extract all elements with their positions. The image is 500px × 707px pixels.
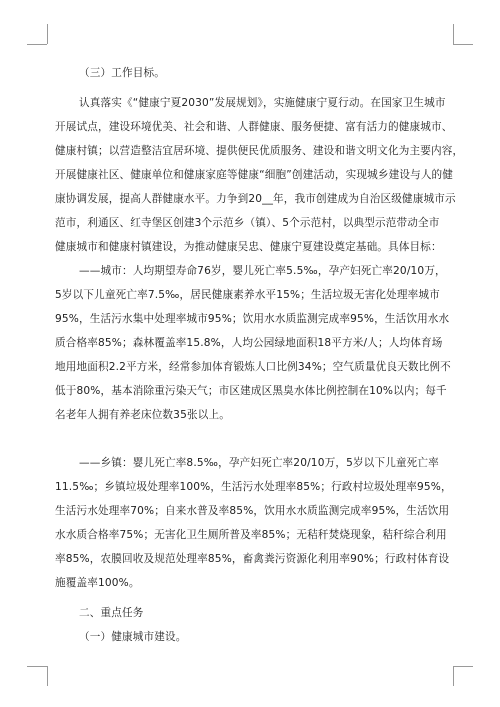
crop-mark-top-right-horizontal <box>453 44 473 45</box>
healthy-city-heading: （一）健康城市建设。 <box>79 631 187 643</box>
city-goals-line-5: 地用地面积2.2平方米，经常参加体育锻炼人口比例34%；空气质量优良天数比例不 <box>55 361 451 373</box>
crop-mark-bottom-left-horizontal <box>27 666 47 667</box>
city-goals-line-1: ——城市：人均期望寿命76岁，婴儿死亡率5.5‰，孕产妇死亡率20/10万， <box>79 265 446 277</box>
city-goals-line-3: 95%，生活污水集中处理率城市95%；饮用水水质监测完成率95%，生活饮用水水 <box>55 313 450 325</box>
crop-mark-bottom-right-horizontal <box>453 666 473 667</box>
work-goal-heading: （三）工作目标。 <box>79 67 165 79</box>
paragraph-line-2: 开展试点，建设环境优美、社会和谐、人群健康、服务便捷、富有活力的健康城市、 <box>55 121 453 133</box>
city-goals-line-7: 名老年人拥有养老床位数35张以上。 <box>55 409 230 421</box>
town-goals-line-2: 11.5‰；乡镇垃圾处理率100%，生活污水处理率85%；行政村垃圾处理率95%， <box>55 481 452 493</box>
town-goals-line-4: 水水质合格率75%；无害化卫生厕所普及率85%；无秸秆焚烧现象，秸秆综合利用 <box>55 529 447 541</box>
city-goals-line-6: 低于80%，基本消除重污染天气；市区建成区黑臭水体比例控制在10%以内；每千 <box>55 385 447 397</box>
crop-mark-top-left-horizontal <box>27 44 47 45</box>
town-goals-line-1: ——乡镇：婴儿死亡率8.5‰，孕产妇死亡率20/10万，5岁以下儿童死亡率 <box>79 457 439 469</box>
city-goals-line-2: 5岁以下儿童死亡率7.5‰，居民健康素养水平15%；生活垃圾无害化处理率城市 <box>55 289 440 301</box>
key-tasks-heading: 二、重点任务 <box>79 607 144 619</box>
crop-mark-top-left-vertical <box>47 24 48 44</box>
paragraph-line-6: 范市，利通区、红寺堡区创建3个示范乡（镇）、5个示范村，以典型示范带动全市 <box>55 217 440 229</box>
paragraph-line-4: 开展健康社区、健康单位和健康家庭等健康“细胞”创建活动，实现城乡建设与人的健 <box>55 169 454 181</box>
crop-mark-bottom-right-vertical <box>453 666 454 686</box>
city-goals-line-4: 质合格率85%；森林覆盖率15.8%，人均公园绿地面积18平方米/人；人均体育场 <box>55 337 443 349</box>
town-goals-line-6: 施覆盖率100%。 <box>55 577 140 589</box>
town-goals-line-5: 率85%，农膜回收及规范处理率85%，畜禽粪污资源化利用率90%；行政村体育设 <box>55 553 450 565</box>
town-goals-line-3: 生活污水处理率70%；自来水普及率85%，饮用水水质监测完成率95%，生活饮用 <box>55 505 450 517</box>
crop-mark-bottom-left-vertical <box>47 666 48 686</box>
paragraph-line-5: 康协调发展，提高人群健康水平。力争到20__年，我市创建成为自治区级健康城市示 <box>55 193 456 205</box>
paragraph-line-7: 健康城市和健康村镇建设，为推动健康吴忠、健康宁夏建设奠定基础。具体目标： <box>55 241 442 253</box>
paragraph-line-3: 健康村镇；以营造整洁宜居环境、提供便民优质服务、建设和谐文明文化为主要内容， <box>55 145 464 157</box>
paragraph-line-1: 认真落实《“健康宁夏2030”发展规划》，实施健康宁夏行动。在国家卫生城市 <box>79 97 446 109</box>
crop-mark-top-right-vertical <box>453 24 454 44</box>
